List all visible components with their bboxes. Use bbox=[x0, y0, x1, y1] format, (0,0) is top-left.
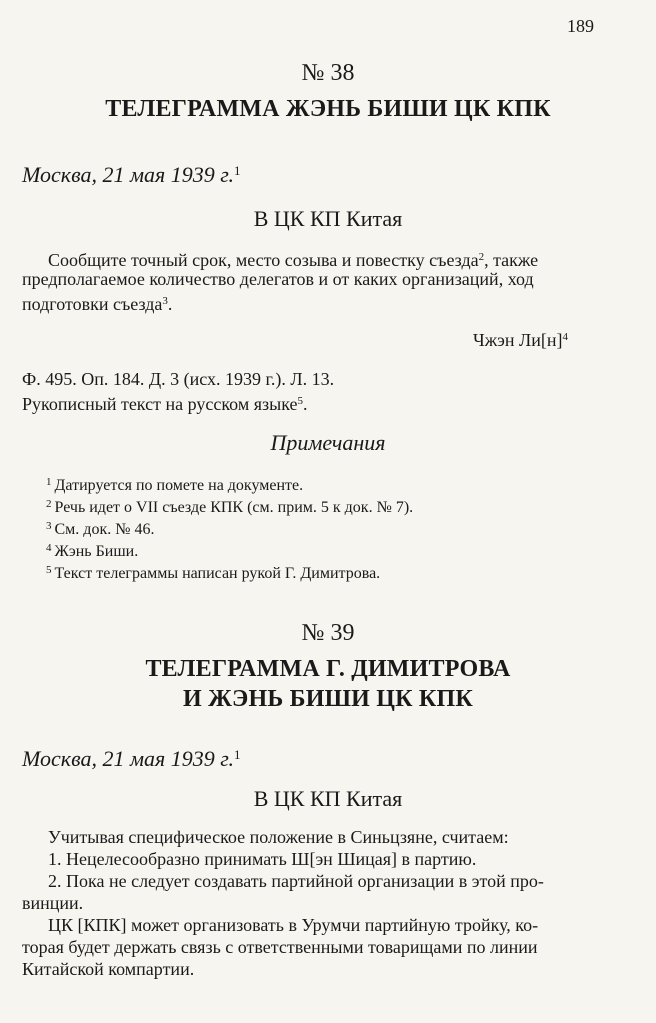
doc38-archive-ref: Ф. 495. Оп. 184. Д. 3 (исх. 1939 г.). Л. 13. bbox=[22, 369, 335, 389]
doc39-body-line: Китайской компартии. bbox=[22, 959, 195, 979]
note-item bbox=[46, 542, 138, 561]
doc39-body-line: 1. Нецелесообразно принимать Ш[эн Шицая] в партию. bbox=[48, 849, 477, 869]
doc38-signature-footnote-ref: 4 bbox=[562, 331, 568, 343]
doc38-date: Москва, 21 мая 1939 г. bbox=[22, 162, 235, 187]
doc39-title-line-2: И ЖЭНЬ БИШИ ЦК КПК bbox=[183, 686, 473, 712]
doc38-body-text: Сообщите точный срок, место созыва и повестку съезда bbox=[48, 250, 479, 270]
doc39-body-line: Учитывая специфическое положение в Синьцзяне, считаем: bbox=[48, 827, 509, 847]
doc39-title-line-1: ТЕЛЕГРАММА Г. ДИМИТРОВА bbox=[145, 656, 511, 682]
note-number: 1 bbox=[46, 476, 52, 488]
doc39-addressee: В ЦК КП Китая bbox=[253, 786, 403, 811]
doc38-signature-name: Чжэн Ли[н] bbox=[473, 330, 563, 350]
note-number: 5 bbox=[46, 564, 52, 576]
doc38-body-text: . bbox=[167, 294, 173, 314]
note-text: Текст телеграммы написан рукой Г. Димитрова. bbox=[54, 565, 381, 582]
page-number: 189 bbox=[567, 16, 594, 36]
doc38-body-line-2 bbox=[22, 268, 534, 290]
doc38-addressee: В ЦК КП Китая bbox=[253, 206, 403, 231]
doc38-title: ТЕЛЕГРАММА ЖЭНЬ БИШИ ЦК КПК bbox=[105, 96, 551, 122]
note-number: 3 bbox=[46, 520, 52, 532]
note-text: См. док. № 46. bbox=[54, 521, 155, 538]
doc38-body-footnote-ref: 2 bbox=[478, 251, 485, 263]
note-item bbox=[46, 476, 303, 495]
doc39-date: Москва, 21 мая 1939 г. bbox=[22, 746, 235, 771]
note-text: Жэнь Биши. bbox=[54, 543, 139, 560]
note-text: Речь идет о VII съезде КПК (см. прим. 5 к док. № 7). bbox=[54, 499, 414, 516]
doc38-signature bbox=[473, 330, 568, 351]
note-item bbox=[46, 520, 154, 539]
doc39-body-line: винции. bbox=[22, 893, 84, 913]
doc39-body-line: торая будет держать связь с ответственными товарищами по линии bbox=[22, 937, 538, 957]
doc38-body-line-3 bbox=[22, 290, 172, 315]
doc38-body-text: подготовки съезда bbox=[22, 294, 163, 314]
doc39-date-note: 1 bbox=[234, 747, 241, 762]
note-number: 4 bbox=[46, 542, 52, 554]
doc39-dateline bbox=[22, 746, 241, 772]
note-item bbox=[46, 564, 380, 583]
doc39-body-line: ЦК [КПК] может организовать в Урумчи партийную тройку, ко- bbox=[48, 915, 539, 935]
note-number: 2 bbox=[46, 498, 52, 510]
doc39-number: № 39 bbox=[301, 620, 355, 646]
note-item bbox=[46, 498, 413, 517]
doc38-source-note-end: . bbox=[302, 394, 308, 414]
doc38-date-note: 1 bbox=[234, 163, 241, 178]
doc39-body-line: 2. Пока не следует создавать партийной организации в этой про- bbox=[48, 871, 544, 891]
doc38-source-note bbox=[22, 390, 307, 415]
doc38-dateline bbox=[22, 162, 241, 188]
doc38-body-text: , также bbox=[484, 250, 539, 270]
doc38-source-footnote-ref: 5 bbox=[297, 395, 303, 407]
doc38-body-footnote-ref: 3 bbox=[162, 295, 168, 307]
doc38-body-text: предполагаемое количество делегатов и от каких организаций, ход bbox=[22, 269, 534, 289]
doc38-source-note-text: Рукописный текст на русском языке bbox=[22, 394, 298, 414]
doc38-number: № 38 bbox=[301, 60, 355, 86]
note-text: Датируется по помете на документе. bbox=[54, 477, 304, 494]
notes-heading: Примечания bbox=[270, 430, 386, 455]
